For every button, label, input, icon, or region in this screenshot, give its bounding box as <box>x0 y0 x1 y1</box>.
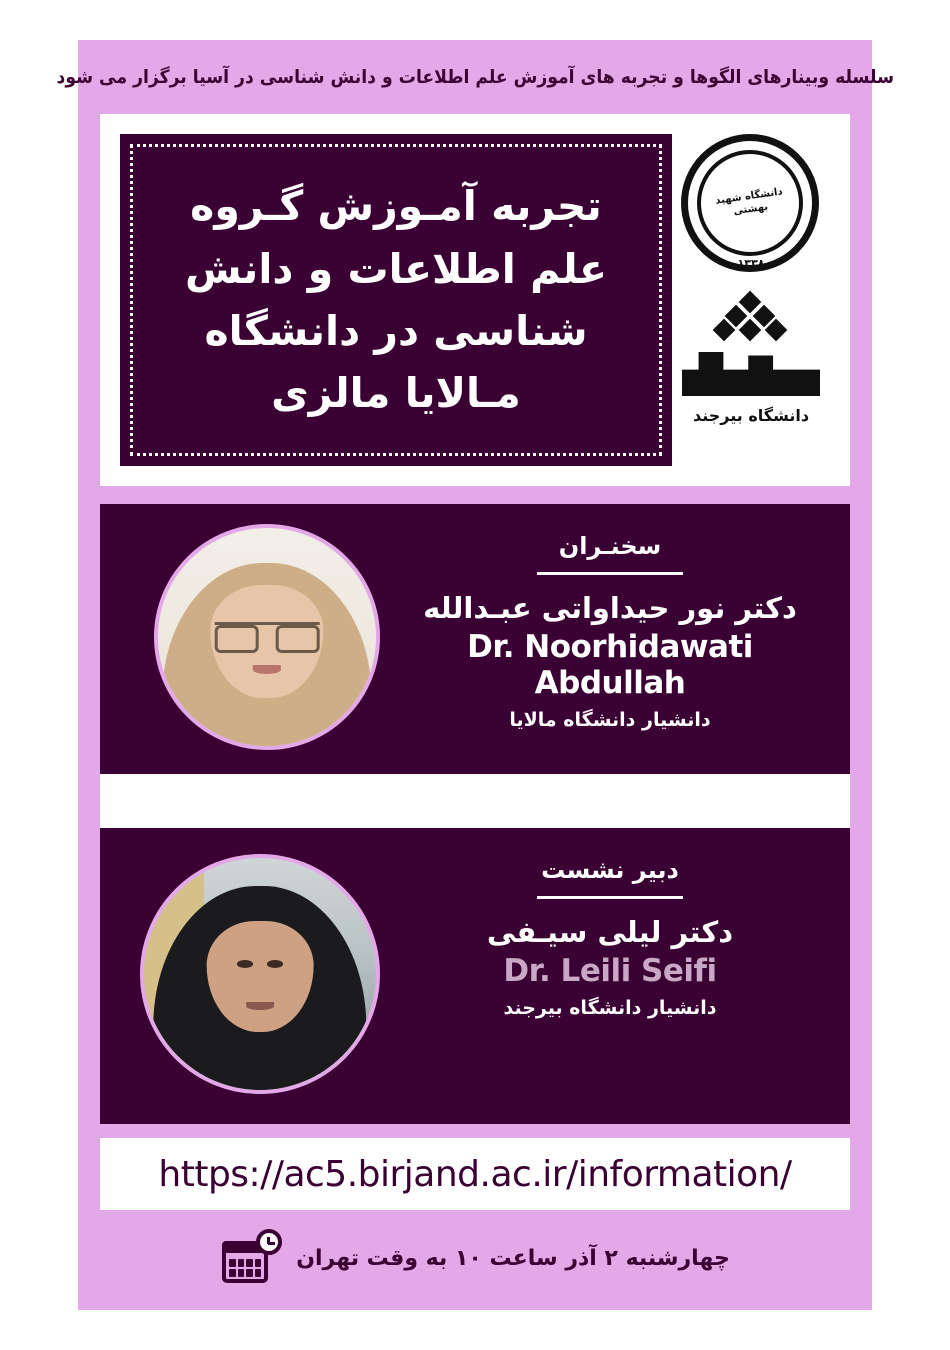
poster-frame <box>56 40 894 1310</box>
title-card <box>100 114 850 486</box>
chair-info <box>400 856 820 1019</box>
birjand-logo-caption: دانشگاه بیرجند <box>692 406 810 425</box>
shahid-beheshti-year: ۱۳۳۸ <box>737 257 765 270</box>
shahid-beheshti-name: دانشگاه شهید بهشتی <box>714 185 784 217</box>
speaker-info <box>400 532 820 731</box>
chair-divider <box>537 896 683 899</box>
event-url[interactable]: https://ac5.birjand.ac.ir/information/ <box>158 1153 792 1195</box>
logos-group <box>666 128 836 472</box>
panel-separator <box>100 774 850 828</box>
speaker-panel <box>100 504 850 774</box>
calendar-clock-icon <box>220 1229 280 1287</box>
chair-panel <box>100 828 850 1124</box>
shahid-beheshti-seal-icon <box>671 128 831 278</box>
chair-name-en: Dr. Leili Seifi <box>503 953 717 989</box>
birjand-mark-icon <box>676 292 826 404</box>
birjand-university-logo-icon <box>666 292 836 452</box>
event-datetime: چهارشنبه ۲ آذر ساعت ۱۰ به وقت تهران <box>296 1245 730 1271</box>
event-url-bar[interactable] <box>100 1138 850 1210</box>
speaker-affiliation: دانشیار دانشگاه مالایا <box>509 709 711 731</box>
page-title: تجربه آمـوزش گـروه علم اطلاعات و دانش شناسی در دانشگاه مـالایا مالزی <box>184 182 608 418</box>
chair-affiliation: دانشیار دانشگاه بیرجند <box>503 997 717 1019</box>
chair-name-fa: دکتر لیلی سیـفی <box>486 915 734 949</box>
chair-role-label: دبیر نشست <box>541 856 679 884</box>
speaker-role-label: سخنـران <box>558 532 662 560</box>
banner-text: سلسله وبینارهای الگوها و تجربه های آموزش علم اطلاعات و دانش شناسی در آسیا برگزار می شود <box>56 66 894 88</box>
chair-avatar <box>140 854 380 1094</box>
speaker-avatar <box>154 524 380 750</box>
speaker-divider <box>537 572 683 575</box>
speaker-name-en: Dr. Noorhidawati Abdullah <box>467 629 753 701</box>
title-stamp <box>120 134 672 466</box>
footer-datetime-row <box>100 1220 850 1296</box>
speaker-name-fa: دکتر نور حیداواتی عبـدالله <box>423 591 797 625</box>
top-banner <box>56 40 894 114</box>
